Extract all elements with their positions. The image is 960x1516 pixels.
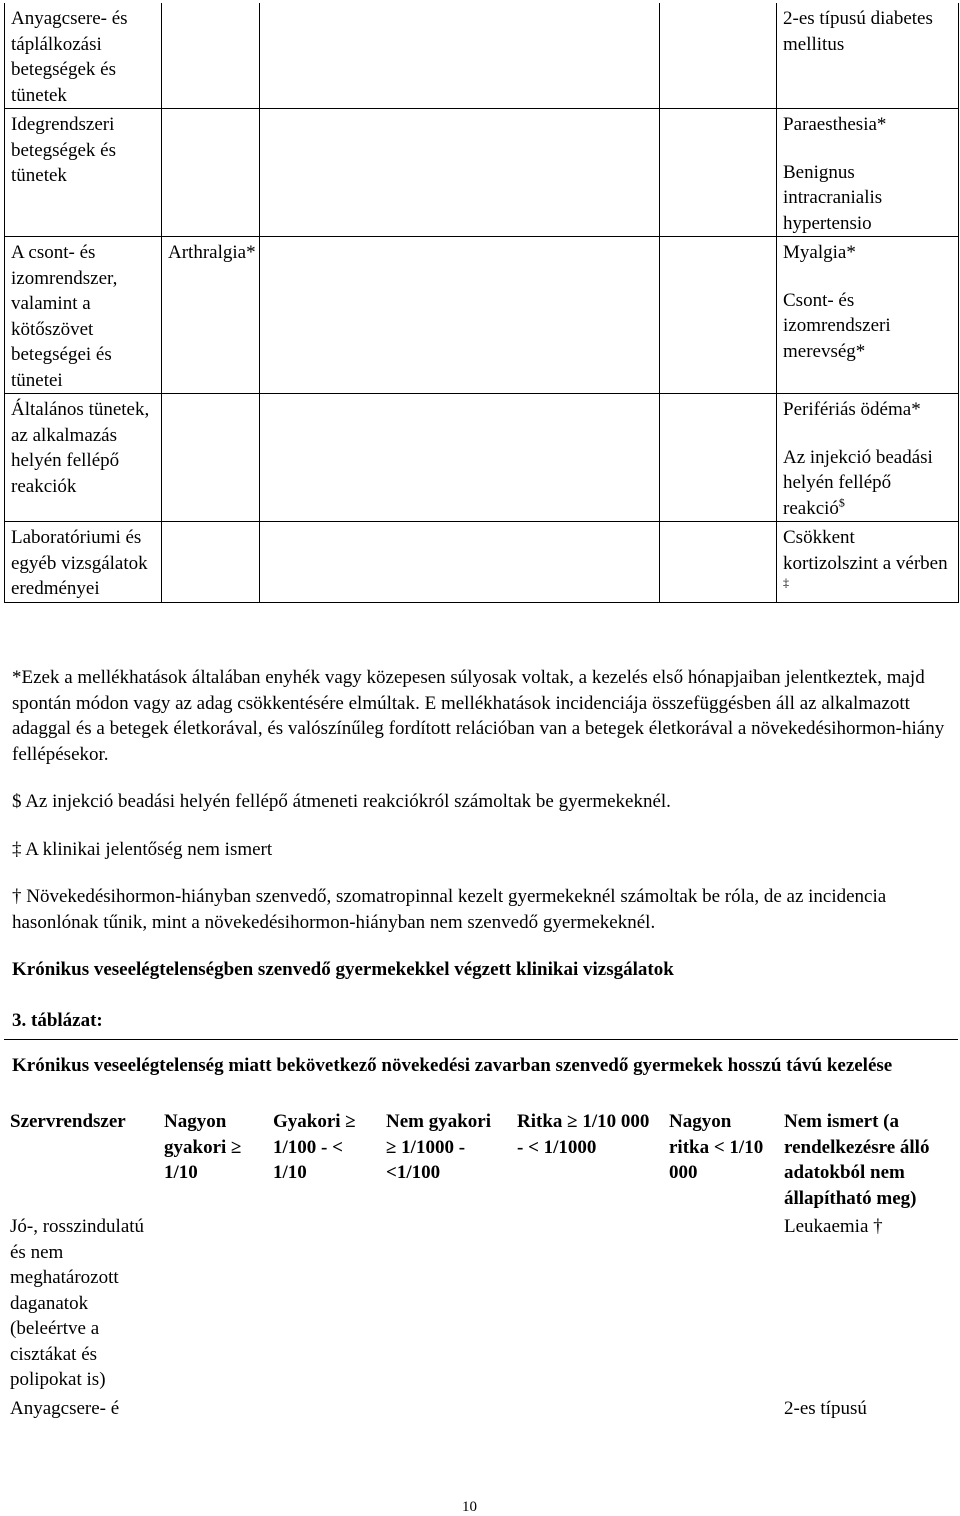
system-cell: Laboratóriumi és egyéb vizsgálatok eredményei (5, 522, 162, 603)
footnote-asterisk: *Ezek a mellékhatások általában enyhék vagy közepesen súlyosak voltak, a kezelés első hónapjaiban jelentkeztek, majd spontán módon vagy az adag csökkentésére elmúltak. E mellékhatások incidenciája összefüggésben áll az alkalmazott adaggal és a betegek életkorával, és valószínűleg fordított relációban van a betegek életkorával a növekedésihormon-hiány fellépésekor. (12, 667, 945, 765)
system-cell: Jó-, rosszindulatú és nem meghatározott daganatok (beleértve a cisztákat és polipokat is) (10, 1216, 145, 1390)
common-cell (260, 109, 660, 237)
section-heading: Krónikus veseelégtelenségben szenvedő gyermekekkel végzett klinikai vizsgálatok (12, 959, 674, 980)
common-cell (260, 3, 660, 109)
footnote-dagger: † Növekedésihormon-hiányban szenvedő, szomatropinnal kezelt gyermekeknél számoltak be róla, de az incidencia hasonlónak tűnik, mint a növekedésihormon-hiányban nem szenvedő gyermekeknél. (12, 886, 887, 933)
unknown-cell: Csökkent kortizolszint a vérben ‡ (777, 522, 959, 603)
system-cell: Idegrendszeri betegségek és tünetek (5, 109, 162, 237)
header-uncommon: Nem gyakori ≥ 1/1000 - <1/100 (386, 1111, 492, 1183)
table-row (5, 109, 959, 237)
reaction-text: Benignus intracranialis hypertensio (783, 161, 883, 234)
unknown-cell: 2-es típusú diabetes mellitus (777, 3, 959, 109)
header-common: Gyakori ≥ 1/100 - < 1/10 (273, 1111, 356, 1183)
footnote-double-dagger: ‡ A klinikai jelentőség nem ismert (12, 838, 273, 860)
table-row (5, 3, 959, 109)
reaction-text: Perifériás ödéma* (783, 399, 921, 420)
reaction-text: Csont- és izomrendszeri merevség* (783, 289, 891, 362)
uncommon-cell (660, 237, 777, 394)
system-cell: Általános tünetek, az alkalmazás helyén fellépő reakciók (5, 394, 162, 522)
common-cell (260, 394, 660, 522)
very-common-cell (162, 3, 260, 109)
adverse-reactions-table-continued (4, 3, 959, 603)
very-common-cell (162, 522, 260, 603)
table-row (5, 237, 959, 394)
uncommon-cell (660, 109, 777, 237)
uncommon-cell (660, 3, 777, 109)
footnote-mark: ‡ (783, 575, 789, 590)
table-title: Krónikus veseelégtelenség miatt bekövetkező növekedési zavarban szenvedő gyermekek hosszú távú kezelése (12, 1055, 893, 1076)
unknown-cell: 2-es típusú (784, 1397, 867, 1419)
uncommon-cell (660, 394, 777, 522)
header-unknown: Nem ismert (a rendelkezésre álló adatokból nem állapítható meg) (784, 1111, 930, 1209)
very-common-cell (162, 394, 260, 522)
system-cell: Anyagcsere- és táplálkozási betegségek és tünetek (5, 3, 162, 109)
common-cell (260, 522, 660, 603)
footnotes (12, 665, 947, 1079)
header-very-rare: Nagyon ritka < 1/10 000 (669, 1111, 764, 1183)
footnote-dollar: $ Az injekció beadási helyén fellépő átmeneti reakciókról számoltak be gyermekeknél. (12, 791, 671, 812)
divider (4, 1039, 958, 1040)
unknown-cell (777, 109, 959, 237)
common-cell (260, 237, 660, 394)
unknown-cell: Leukaemia † (784, 1216, 883, 1237)
header-rare: Ritka ≥ 1/10 000 - < 1/1000 (517, 1111, 650, 1158)
footnote-mark: $ (838, 495, 845, 510)
ckd-adverse-reactions-table (4, 1106, 958, 1421)
header-very-common: Nagyon gyakori ≥ 1/10 (164, 1111, 242, 1183)
reaction-text: Myalgia* (783, 242, 856, 263)
system-cell: A csont- és izomrendszer, valamint a kötőszövet betegségei és tünetei (5, 237, 162, 394)
reaction-text: Az injekció beadási helyén fellépő reakció$ (783, 446, 933, 519)
very-common-cell: Arthralgia* (162, 237, 260, 394)
reaction-text: Paraesthesia* (783, 114, 887, 135)
unknown-cell (777, 237, 959, 394)
table-row (5, 522, 959, 603)
table-header-row (4, 1106, 958, 1211)
header-system: Szervrendszer (10, 1111, 126, 1132)
uncommon-cell (660, 522, 777, 603)
unknown-cell (777, 394, 959, 522)
system-cell: Anyagcsere- é (10, 1397, 120, 1419)
table-row (5, 394, 959, 522)
very-common-cell (162, 109, 260, 237)
table-label: 3. táblázat: (12, 1009, 103, 1031)
table-row (4, 1211, 958, 1393)
page-number: 10 (462, 1499, 477, 1515)
table-row (4, 1393, 958, 1422)
